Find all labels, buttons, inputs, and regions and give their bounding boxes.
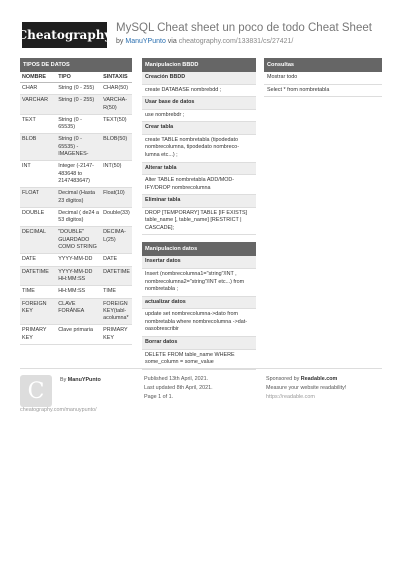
table-cell: CLAVE FORÁNEA [56,298,101,325]
item-text: create TABLE nombretabla (tipodedato nombrecolumna, tipodedato nombreco-lumna etc...) ; [142,135,256,163]
item-heading: Insertar datos [142,256,256,269]
table-cell: Float(10) [101,188,132,208]
sponsor-line [266,375,346,384]
table-cell: DATE [20,254,56,266]
sponsor-url[interactable]: https://readable.com [266,394,315,401]
table-row [20,83,132,95]
table-cell: Integer (-2147-483648 to 2147483647) [56,161,101,188]
table-cell: TIME [20,286,56,298]
table-row [20,95,132,115]
table-cell: BLOB(50) [101,134,132,161]
item-text: DROP [TEMPORARY] TABLE [IF EXISTS] table_name [, table_name] [RESTRICT | CASCADE]; [142,208,256,236]
table-row [20,266,132,286]
section-heading: TIPOS DE DATOS [20,58,132,72]
table-cell: Clave primaria [56,325,101,345]
item-heading: Usar base de datos [142,97,256,110]
item-text: create DATABASE nombrebdd ; [142,85,256,98]
via-label: via [167,38,177,45]
table-cell: YYYY-MM-DD [56,254,101,266]
table-row [20,188,132,208]
item-heading: Creación BBDD [142,72,256,85]
table-cell: FLOAT [20,188,56,208]
table-cell: DECIMA-L(25) [101,227,132,254]
table-cell: DATETIME [20,266,56,286]
table-cell: Decimal ( de24 a 53 dígitos) [56,207,101,227]
sponsor-text: Measure your website readability! [266,385,347,392]
table-row [20,114,132,134]
table-cell: String (0 - 255) [56,83,101,95]
tipos-de-datos-section [20,58,132,345]
sponsored-prefix: Sponsored by [266,376,300,382]
table-cell: TEXT(50) [101,114,132,134]
table-row [20,298,132,325]
table-cell: YYYY-MM-DD HH:MM:SS [56,266,101,286]
consultas-section [264,58,382,97]
column-header: TIPO [56,72,101,83]
table-row [20,254,132,266]
table-row [20,134,132,161]
byline [116,38,293,45]
table-cell: FOREIGN KEY [20,298,56,325]
table-cell: HH:MM:SS [56,286,101,298]
column-header: SINTAXIS [101,72,132,83]
table-cell: FOREIGN KEY(tabl-acolumna* [101,298,132,325]
footer-author-link[interactable]: ManuYPunto [67,377,101,383]
footer [20,368,382,409]
published-date: Published 13th April, 2021. [144,376,209,382]
author-link[interactable]: ManuYPunto [125,38,166,45]
table-row [20,286,132,298]
table-cell: PRIMARY KEY [20,325,56,345]
author-avatar[interactable]: C [20,375,52,407]
item-heading: Eliminar tabla [142,195,256,208]
table-cell: TEXT [20,114,56,134]
item-heading: Crear tabla [142,122,256,135]
table-cell: DATETIME [101,266,132,286]
table-cell: BLOB [20,134,56,161]
table-cell: TIME [101,286,132,298]
page-title: MySQL Cheat sheet un poco de todo Cheat Sheet [116,22,372,34]
column-header: NOMBRE [20,72,56,83]
item-heading: Borrar datos [142,337,256,350]
table-cell: String (0 - 65535) - IMAGENES- [56,134,101,161]
section-heading: Manipulacion BBDD [142,58,256,72]
section-heading: Consultas [264,58,382,72]
item-text: Mostrar todo [264,72,382,85]
item-text: use nombrebdr ; [142,110,256,123]
manipulacion-bbdd-section [142,58,256,235]
footer-author [60,377,101,383]
by-label: by [116,38,124,45]
author-profile-url[interactable]: cheatography.com/manuypunto/ [20,407,97,413]
table-row [20,161,132,188]
item-heading: actualizar datos [142,297,256,310]
cheatsheet-url[interactable]: cheatography.com/133831/cs/27421/ [178,38,294,45]
publication-info [144,375,213,403]
table-cell: "DOUBLE" GUARDADO COMO STRING [56,227,101,254]
item-heading: Alterar tabla [142,163,256,176]
middle-column [142,58,256,377]
table-cell: String (0 - 255) [56,95,101,115]
item-text: update set nombrecolumna->dato from nombretabla where nombrecolumna ->dat-oasobrescribir [142,309,256,337]
table-cell: DATE [101,254,132,266]
item-text: Alter TABLE nombretabla ADD/MOD-IFY/DROP nombrecolumna [142,175,256,195]
sponsor-link[interactable]: Readable.com [300,376,338,382]
footer-by-label: By [60,377,67,383]
table-cell: INT [20,161,56,188]
cheatography-logo[interactable]: Cheatography [22,22,107,48]
table-cell: String (0 - 65535) [56,114,101,134]
table-cell: CHAR(50) [101,83,132,95]
table-row [20,227,132,254]
table-cell: VARCHAR [20,95,56,115]
table-row [20,207,132,227]
section-heading: Manipulacion datos [142,242,256,256]
table-cell: VARCHA-R(50) [101,95,132,115]
tipos-table [20,72,132,345]
table-cell: Double(33) [101,207,132,227]
item-text: Select * from nombretabla [264,85,382,98]
table-cell: INT(50) [101,161,132,188]
sponsor-info [266,375,346,403]
manipulacion-datos-section [142,242,256,369]
page-count: Page 1 of 1. [144,394,174,401]
table-cell: DECIMAL [20,227,56,254]
table-cell: CHAR [20,83,56,95]
updated-date: Last updated 8th April, 2021. [144,385,213,392]
table-cell: Decimal (Hasta 23 dígitos) [56,188,101,208]
item-text: DELETE FROM table_name WHERE some_column = some_value [142,350,256,370]
table-cell: PRIMARY KEY [101,325,132,345]
item-text: Insert (nombrecolumna1="string"/INT , nombrecolumna2="string"/INT etc...) from nombretabla ; [142,269,256,297]
table-row [20,325,132,345]
table-cell: DOUBLE [20,207,56,227]
